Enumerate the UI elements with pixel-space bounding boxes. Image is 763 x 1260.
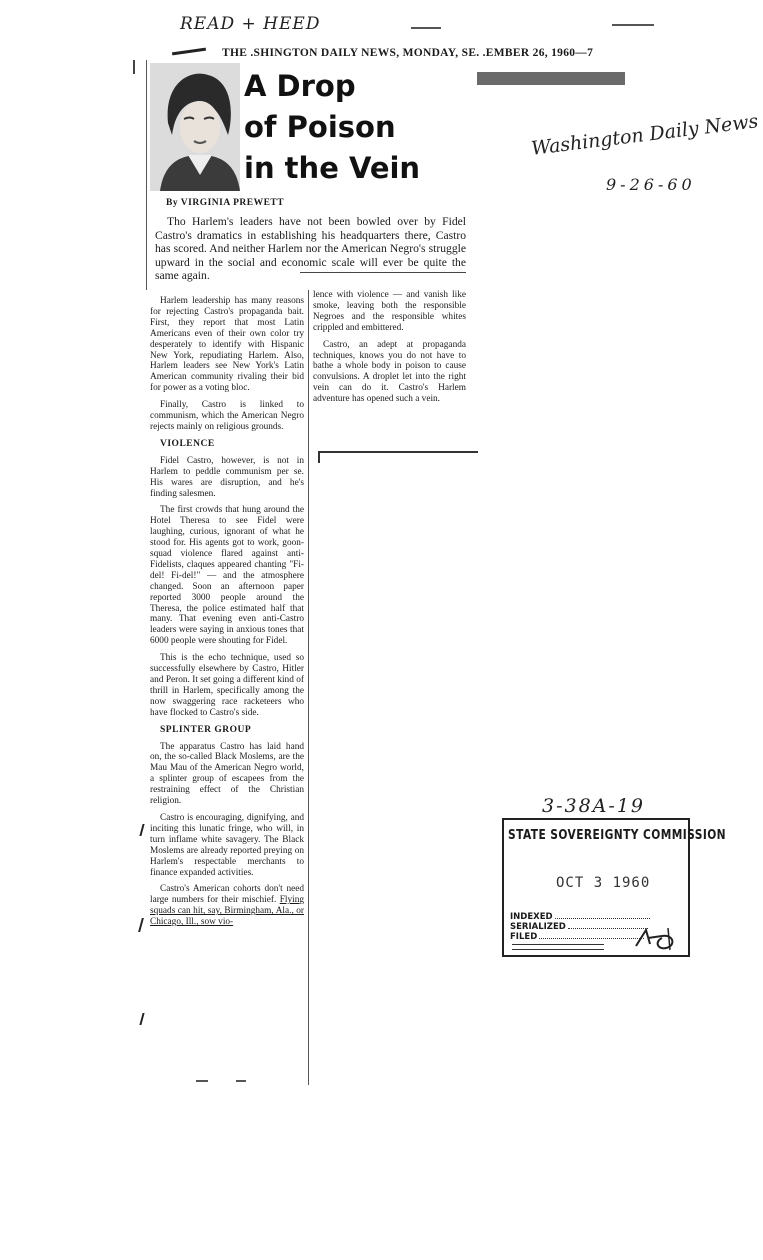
handwritten-paper-name: Washington Daily News bbox=[530, 110, 760, 160]
margin-mark bbox=[133, 60, 141, 74]
col1-paragraph-6: The apparatus Castro has laid hand on, the so-called Black Moslems, are the Mau Mau of the American Negro world, a splinter group of escapees from the restraining effect of the Christian religion. bbox=[150, 741, 304, 807]
stamp-indexed-line bbox=[555, 918, 650, 919]
lede-underline bbox=[300, 272, 466, 273]
pen-mark bbox=[172, 48, 206, 56]
stamp-indexed-label: INDEXED bbox=[510, 912, 553, 922]
portrait-image bbox=[150, 63, 240, 191]
byline: By VIRGINIA PREWETT bbox=[166, 198, 285, 208]
handwritten-date: 9-26-60 bbox=[606, 175, 696, 194]
col2-paragraph-2: Castro, an adept at propaganda techniques, knows you do not have to bathe a whole body in poison to cause convulsions. A droplet let into the right vein can do it. Castro's Harlem adventure has opened such a vein. bbox=[313, 339, 466, 405]
stamp-serialized-row bbox=[510, 922, 648, 932]
headline-line-2: of Poison bbox=[244, 110, 396, 144]
column-2 bbox=[313, 290, 466, 411]
col1-paragraph-5: This is the echo technique, used so successfully elsewhere by Castro, Hitler and Peron. It set going a different kind of thrill in Harlem, specifically among the now swaggering race racketeers who have flocked to Castro's side. bbox=[150, 653, 304, 718]
stamp-serialized-label: SERIALIZED bbox=[510, 922, 566, 932]
masthead-bar bbox=[477, 72, 625, 85]
bottom-mark-2 bbox=[236, 1080, 246, 1082]
subhead-splinter-group: SPLINTER GROUP bbox=[160, 724, 252, 735]
col1-paragraph-2: Finally, Castro is linked to communism, which the American Negro rejects mainly on religious grounds. bbox=[150, 400, 304, 432]
col1-paragraph-3: Fidel Castro, however, is not in Harlem to peddle communism per se. His wares are disruption, and he's finding salesmen. bbox=[150, 455, 304, 499]
col1-paragraph-7: Castro is encouraging, dignifying, and inciting this lunatic fringe, who will, in turn inflame white savagery. The Black Moslems are already reported preying on Harlem's respectable merchants to finance expanded activities. bbox=[150, 812, 304, 878]
stamp-file-number: 3-38A-19 bbox=[542, 795, 646, 817]
lede-paragraph: Tho Harlem's leaders have not been bowled over by Fidel Castro's dramatics in establishing his headquarters there, Castro has scored. And neither Harlem nor the American Negro's struggle upward in the social and economic scale will ever be quite the same again. bbox=[155, 215, 466, 283]
stamp-initials-mark bbox=[632, 924, 682, 952]
margin-arrow-3 bbox=[139, 1013, 154, 1025]
stamp-filed-row bbox=[510, 932, 644, 942]
col1-paragraph-4: The first crowds that hung around the Hotel Theresa to see Fidel were laughing, curious, ignorant of what he stood for. His agents got to work, goon-squad violence flared against anti-Fidelists, claques appeared chanting "Fi-del! Fi-del!" — and the atmosphere changed. Soon an afternoon paper reported 3000 people around the Theresa, the police estimated half that many. That evening even anti-Castro leaders were saying in anxious tones that 6000 people were shouting for Fidel. bbox=[150, 505, 304, 647]
col2-paragraph-1: lence with violence — and vanish like smoke, leaving both the responsible Negroes and the responsible whites crippled and embittered. bbox=[313, 290, 466, 333]
col1-paragraph-8 bbox=[150, 884, 304, 928]
scanner-mark-top-right bbox=[612, 24, 654, 26]
bottom-mark-1 bbox=[196, 1080, 208, 1082]
handwritten-note-top: READ + HEED bbox=[180, 14, 321, 34]
stamp-indexed-row bbox=[510, 912, 650, 922]
headline-line-3: in the Vein bbox=[244, 151, 421, 185]
stamp-date: OCT 3 1960 bbox=[556, 875, 651, 891]
commission-stamp bbox=[502, 818, 727, 957]
scanner-mark-top bbox=[411, 27, 441, 29]
column-2-end-rule bbox=[318, 451, 478, 453]
stamp-title: STATE SOVEREIGNTY COMMISSION bbox=[508, 828, 727, 843]
stamp-filed-line bbox=[539, 938, 644, 939]
col1-paragraph-8a: Castro's American cohorts don't need large numbers for their mischief. bbox=[150, 884, 304, 906]
stamp-filed-label: FILED bbox=[510, 932, 538, 942]
col1-paragraph-1: Harlem leadership has many reasons for rejecting Castro's propaganda bait. First, they report that most Latin Americans even of their own color try desperately to identify with Hispanic New York, repudiating Harlem. Also, Harlem leaders see New York's Latin American community rivaling their bid for power as a voting bloc. bbox=[150, 296, 304, 394]
headline bbox=[244, 66, 464, 189]
stamp-filed-box bbox=[512, 944, 604, 950]
left-margin-rule bbox=[146, 60, 147, 290]
column-divider bbox=[308, 290, 309, 1085]
col1-paragraph-8b-underlined: Flying squads can hit, say, Birmingham, Ala., or Chicago, Ill., sow vio- bbox=[150, 895, 304, 928]
headline-line-1: A Drop bbox=[244, 69, 356, 103]
masthead: THE .SHINGTON DAILY NEWS, MONDAY, SE. .EMBER 26, 1960—7 bbox=[222, 47, 594, 59]
subhead-violence: VIOLENCE bbox=[160, 438, 215, 449]
column-2-end-tick bbox=[318, 451, 320, 463]
author-photo bbox=[150, 63, 240, 191]
column-1 bbox=[150, 296, 304, 934]
